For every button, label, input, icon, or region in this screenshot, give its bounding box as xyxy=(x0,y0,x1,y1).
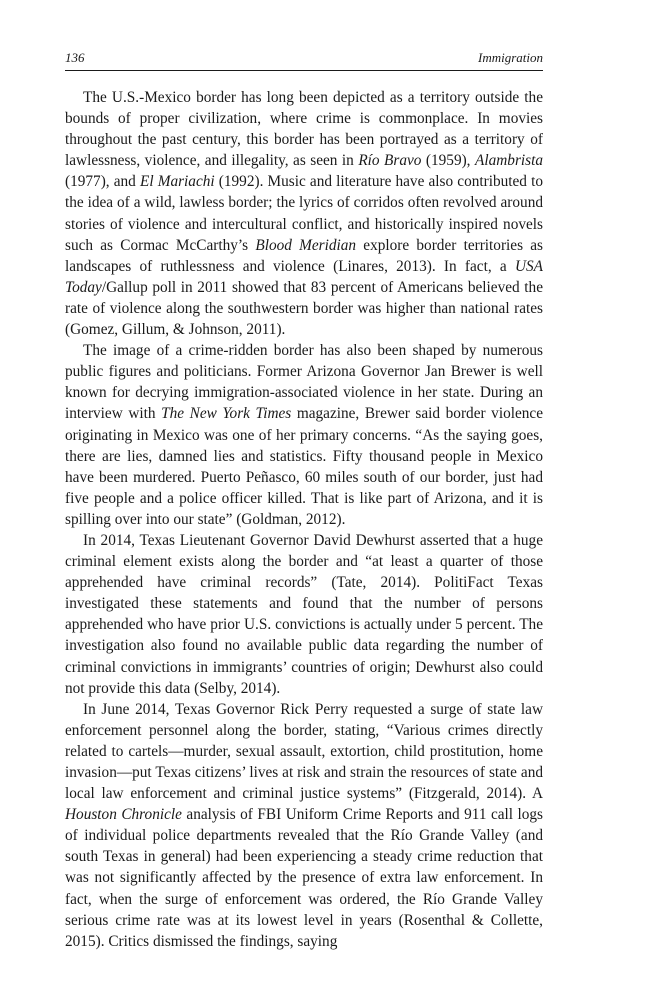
italic-title: Blood Meridian xyxy=(255,236,357,254)
page-number: 136 xyxy=(65,50,85,65)
text-run: The U.S.-Mexico border has long been depicted as a territory outside the bounds of proper civilization, where crime is commonplace. In movies throughout the past century, this border has been portrayed as a territory of lawlessness, violence, and illegality, as seen in xyxy=(65,89,543,170)
text-run: (1959), xyxy=(421,152,475,170)
text-run: (1992). Music and literature have also contributed to the idea of a wild, lawless border; the lyrics of corridos often revolved around stories of violence and intercultural conflict, and historically inspired novels such as Cormac McCarthy’s xyxy=(65,173,543,254)
text-run: analysis of FBI Uniform Crime Reports and 911 call logs of individual police departments revealed that the Río Grande Valley (and south Texas in general) had been experiencing a steady crime reduction that was not significantly affected by the presence of extra law enforcement. In fact, when the surge of enforcement was ordered, the Río Grande Valley serious crime rate was at its lowest level in years (Rosenthal & Collette, 2015). Critics dismissed the findings, saying xyxy=(65,806,544,950)
text-run: In June 2014, Texas Governor Rick Perry requested a surge of state law enforcement personnel along the border, stating, “Various crimes directly related to cartels—murder, sexual assault, extortion, child prostitution, home invasion—put Texas citizens’ lives at risk and strain the resources of state and local law enforcement and criminal justice systems” (Fitzgerald, 2014). A xyxy=(65,700,543,803)
italic-title: Houston Chronicle xyxy=(65,806,182,824)
body-text xyxy=(65,87,543,952)
text-run: The image of a crime-ridden border has also been shaped by numerous public figures and politicians. Former Arizona Governor Jan Brewer is well known for decrying immigration-associated violence in her state. During an interview with xyxy=(65,342,543,423)
text-run: /Gallup poll in 2011 showed that 83 percent of Americans believed the rate of violence along the southwestern border was higher than national rates (Gomez, Gillum, & Johnson, 2011). xyxy=(65,278,543,339)
text-run: magazine, Brewer said border violence originating in Mexico was one of her primary concerns. “As the saying goes, there are lies, damned lies and statistics. Fifty thousand people in Mexico have been murdered. Puerto Peñasco, 60 miles south of our border, just had five people and a police officer killed. That is like part of Arizona, and it is spilling over into our state” (Goldman, 2012). xyxy=(65,405,543,528)
text-run: (1977), and xyxy=(65,173,140,191)
running-header xyxy=(65,50,543,71)
paragraph-3 xyxy=(65,530,543,699)
paragraph-1 xyxy=(65,87,543,340)
book-page xyxy=(65,50,543,952)
italic-title: Río Bravo xyxy=(358,152,422,170)
section-title: Immigration xyxy=(478,50,543,65)
italic-title: USA Today xyxy=(65,257,543,296)
text-run: explore border territories as landscapes of ruthlessness and violence (Linares, 2013). In fact, a xyxy=(65,236,544,275)
text-run: In 2014, Texas Lieutenant Governor David Dewhurst asserted that a huge criminal element exists along the border and “at least a quarter of those apprehended have criminal records” (Tate, 2014). PolitiFact Texas investigated these statements and found that the number of persons apprehended who have prior U.S. convictions is actually under 5 percent. The investigation also found no available public data regarding the number of criminal convictions in immigrants’ countries of origin; Dewhurst also could not provide this data (Selby, 2014). xyxy=(65,531,543,697)
italic-title: El Mariachi xyxy=(139,173,215,191)
paragraph-4 xyxy=(65,699,543,952)
italic-title: Alambrista xyxy=(475,152,543,170)
paragraph-2 xyxy=(65,340,543,530)
italic-title: The New York Times xyxy=(161,405,292,423)
